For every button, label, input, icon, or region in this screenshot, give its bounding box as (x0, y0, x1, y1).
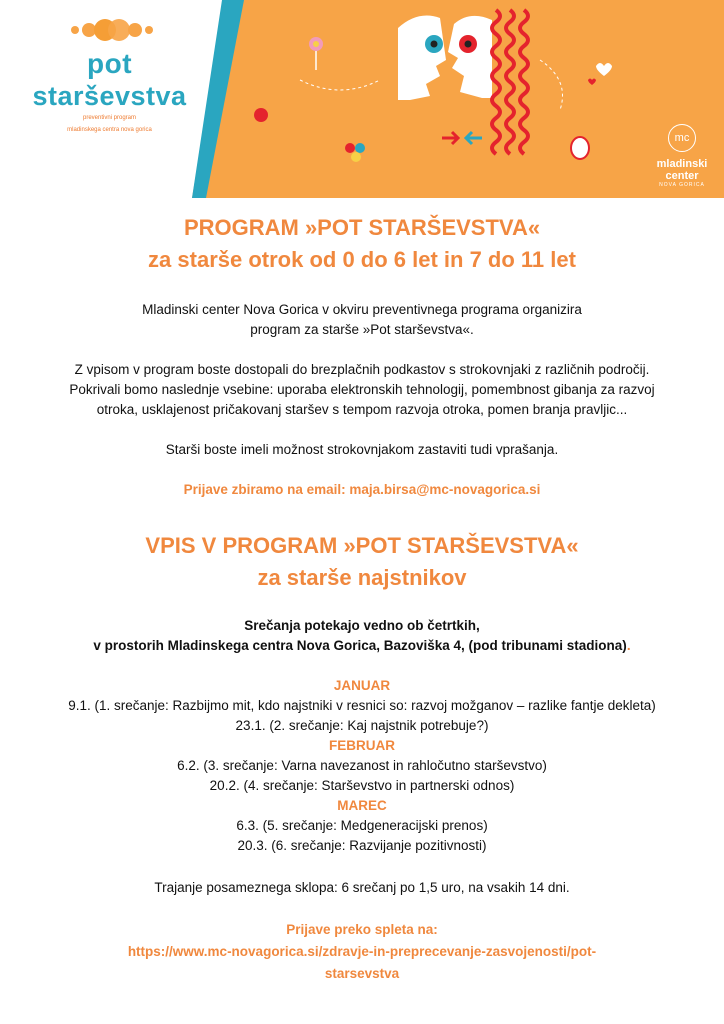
intro-line-1: Mladinski center Nova Gorica v okviru preventivnega programa organizira (142, 302, 582, 317)
online-signup-label: Prijave preko spleta na: (286, 922, 438, 937)
duration-text: Trajanje posameznega sklopa: 6 srečanj po 1,5 uro, na vsakih 14 dni. (154, 880, 570, 895)
schedule-item: 20.2. (4. srečanje: Starševstvo in partnerski odnos) (209, 778, 515, 793)
email-signup[interactable]: Prijave zbiramo na email: maja.birsa@mc-novagorica.si (183, 482, 541, 497)
document-body (0, 212, 724, 984)
meetings-dot: . (626, 638, 631, 653)
intro-line-2: program za starše »Pot starševstva«. (250, 322, 474, 337)
schedule-item: 23.1. (2. srečanje: Kaj najstnik potrebuje?) (235, 718, 489, 733)
desc-line-2: Pokrivali bomo naslednje vsebine: uporaba elektronskih tehnologij, pomembnost gibanja za razvoj (69, 382, 655, 397)
signup-url-line-1[interactable]: https://www.mc-novagorica.si/zdravje-in-preprecevanje-zasvojenosti/pot- (127, 944, 597, 959)
logo-subtitle-2: mladinskega centra nova gorica (67, 127, 152, 133)
mc-mark: mc (668, 124, 696, 152)
mladinski-center-logo (640, 124, 724, 188)
meetings-location: v prostorih Mladinskega centra Nova Gorica, Bazoviška 4, (pod tribunami stadiona) (93, 638, 627, 653)
month-january: JANUAR (333, 678, 391, 693)
pot-starsevstva-logo (22, 14, 197, 134)
logo-dots (22, 14, 197, 46)
desc-line-1: Z vpisom v program boste dostopali do brezplačnih podkastov s strokovnjaki z različnih področij. (74, 362, 650, 377)
header-banner (0, 0, 724, 198)
mc-subtitle: NOVA GORICA (659, 182, 705, 188)
schedule (0, 676, 724, 856)
meetings-line-1: Srečanja potekajo vedno ob četrtkih, (244, 618, 480, 633)
questions-text: Starši boste imeli možnost strokovnjakom zastaviti tudi vprašanja. (165, 442, 559, 457)
month-march: MAREC (337, 798, 387, 813)
section1-subtitle: za starše otrok od 0 do 6 let in 7 do 11 let (148, 247, 576, 272)
logo-title-starsevstva: starševstva (32, 81, 187, 111)
logo-subtitle-1: preventivni program (82, 115, 137, 121)
logo-title-pot: pot (86, 48, 133, 79)
section2-subtitle: za starše najstnikov (257, 565, 467, 590)
month-february: FEBRUAR (329, 738, 395, 753)
schedule-item: 6.3. (5. srečanje: Medgeneracijski prenos) (236, 818, 488, 833)
section1-title: PROGRAM »POT STARŠEVSTVA« (183, 215, 541, 240)
schedule-item: 20.3. (6. srečanje: Razvijanje pozitivnosti) (237, 838, 487, 853)
desc-line-3: otroka, usklajenost pričakovanj staršev s tempom razvoja otroka, pomen branja pravljic... (96, 402, 628, 417)
signup-url-line-2[interactable]: starsevstva (324, 966, 400, 981)
section2-title: VPIS V PROGRAM »POT STARŠEVSTVA« (145, 533, 579, 558)
schedule-item: 6.2. (3. srečanje: Varna navezanost in rahločutno starševstvo) (177, 758, 547, 773)
meetings-line-2 (0, 636, 724, 656)
mc-name: mladinski center (656, 158, 708, 182)
schedule-item: 9.1. (1. srečanje: Razbijmo mit, kdo najstniki v resnici so: razvoj možganov – razlike fantje dekleta) (68, 698, 656, 713)
